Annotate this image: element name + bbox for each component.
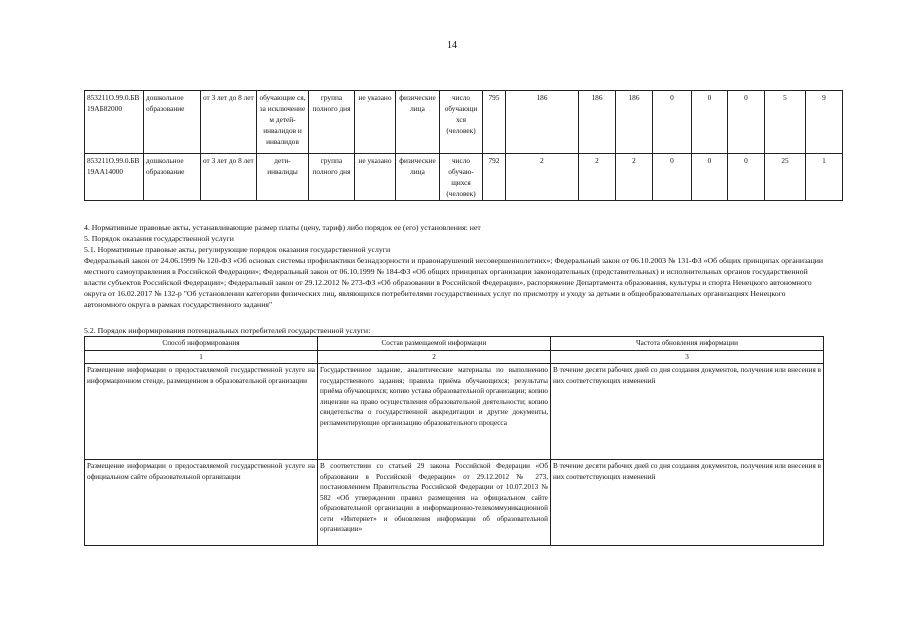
age-range: от 3 лет до 8 лет [201,91,257,154]
info-frequency: В течение десяти рабочих дней со дня создания документов, получения или внесения в них соответствующих изменений [551,364,824,460]
unspecified: не указано [355,154,396,201]
value-cell: 0 [653,91,692,154]
column-header: Состав размещаемой информации [318,337,551,351]
indicator: число обучающи хся (человек) [440,91,483,154]
unspecified: не указано [355,91,396,154]
section-5-1-body: Федеральный закон от 24.06.1999 № 120-ФЗ «Об основах системы профилактики безнадзорности и правонарушений несовершеннолетних»; Федеральный закон от 06.10.2003 № 131-ФЗ «Об общих принципах организации местного самоуправления в Российской Федерации»; Федеральный закон от 06.10.1999 № 184-ФЗ «Об общих принципах организации законодательных (представительных) и исполнительных органов государственной власти субъектов Российской Федерации»; Федеральный закон от 29.12.2012 № 273-ФЗ «Об образовании в Российской Федерации», распоряжение Департамента образования, культуры и спорта Ненецкого автономного округа от 16.02.2017 № 132-р "Об установлении категории физических лиц, являющихся потребителями государственных услуг по присмотру и уходу за детьми в общеобразовательных организациях Ненецкого автономного округа в рамках государственного задания" [84,256,824,309]
table-row [85,460,824,546]
value-cell: 2 [616,154,653,201]
column-number-row [85,350,824,364]
column-number: 2 [318,350,551,364]
value-cell: 0 [728,154,765,201]
value-cell: 2 [579,154,616,201]
value-cell: 5 [765,91,806,154]
unit-code: 792 [483,154,506,201]
info-table [84,336,824,546]
section-5-1: 5.1. Нормативные правовые акты, регулирующие порядок оказания государственной услуги [84,245,391,254]
value-cell: 186 [579,91,616,154]
section-5-2: 5.2. Порядок информирования потенциальных потребителей государственной услуги: [84,326,371,335]
legal-text [84,222,824,310]
value-cell: 0 [728,91,765,154]
section-4: 4. Нормативные правовые акты, устанавливающие размер платы (цену, тариф) либо порядок ее (его) установления: нет [84,223,481,232]
info-content: В соответствии со статьей 29 закона Российской Федерации «Об образовании в Российской Федерации» от 29.12.2012 № 273, постановлением Правительства Российской Федерации от 10.07.2013 № 582 «Об утверждении правил размещения на официальном сайте образовательной организации в информационно-телекоммуникационной сети «Интернет» и обновления информации об образовательной организации» [318,460,551,546]
form: физические лица [396,154,440,201]
value-cell: 1 [806,154,843,201]
service-category: дошкольное образование [144,154,201,201]
unit-code: 795 [483,91,506,154]
column-header: Способ информирования [85,337,318,351]
indicator: число обучаю-щихся (человек) [440,154,483,201]
column-header: Частота обновления информации [551,337,824,351]
info-method: Размещение информации о предоставляемой государственной услуге на информационном стенде, размещенном в образовательной организации [85,364,318,460]
value-cell: 0 [653,154,692,201]
column-number: 3 [551,350,824,364]
info-content: Государственное задание, аналитические материалы по выполнению государственного задания; правила приёма обучающихся; результаты приёма обучающихся; копию устава образовательной организации; копию лицензии на право осуществления образовательной деятельности; копию свидетельства о государственной аккредитации и другие документы, регламентирующие организацию образовательного процесса [318,364,551,460]
info-method: Размещение информации о предоставляемой государственной услуге на официальном сайте образовательной организации [85,460,318,546]
value-cell: 25 [765,154,806,201]
value-cell: 186 [616,91,653,154]
group-type: группа полного дня [309,91,355,154]
service-code: 853211О.99.0.БВ 19АА14000 [85,154,144,201]
service-code: 853211O.99.0.БВ 19АБ82000 [85,91,144,154]
age-range: от 3 лет до 8 лет [201,154,257,201]
page-number: 14 [447,40,457,51]
services-table [84,90,843,201]
value-cell: 9 [806,91,843,154]
table-row [85,154,843,201]
group-type: группа полного дня [309,154,355,201]
value-cell: 0 [692,154,728,201]
cohort: дети-инвалиды [257,154,309,201]
table-row [85,364,824,460]
cohort: обучающие ся, за исключение м детей-инвалидов и инвалидов [257,91,309,154]
info-frequency: В течение десяти рабочих дней со дня создания документов, получения или внесения в них соответствующих изменений [551,460,824,546]
value-cell: 0 [692,91,728,154]
service-category: дошкольное образование [144,91,201,154]
section-5: 5. Порядок оказания государственной услуги [84,234,234,243]
form: физические лица [396,91,440,154]
value-cell: 186 [506,91,579,154]
column-number: 1 [85,350,318,364]
table-row [85,91,843,154]
table-header-row [85,337,824,351]
value-cell: 2 [506,154,579,201]
